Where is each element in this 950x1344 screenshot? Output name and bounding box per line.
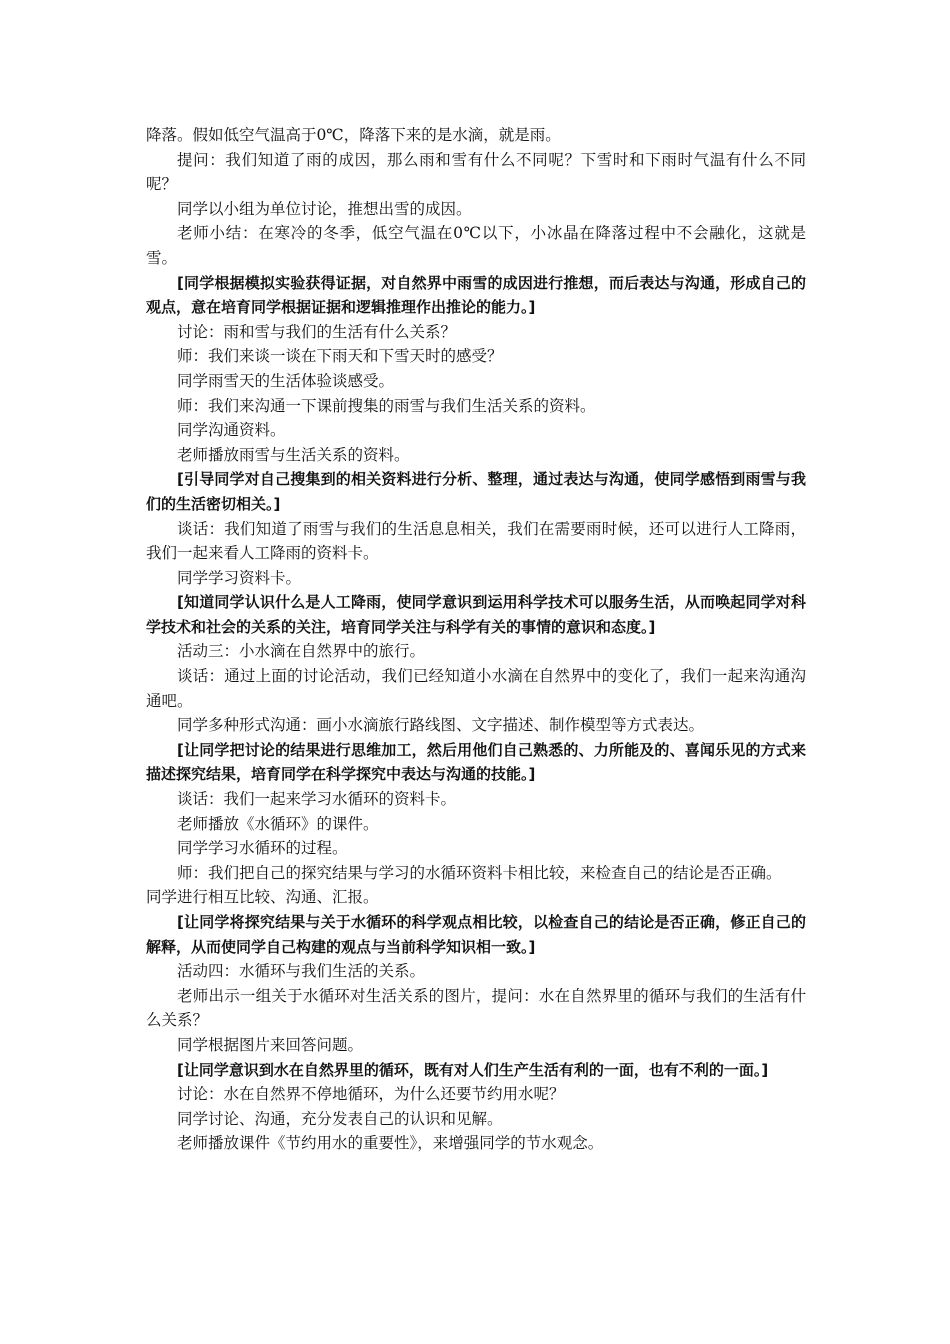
paragraph: 谈话：通过上面的讨论活动，我们已经知道小水滴在自然界中的变化了，我们一起来沟通沟通吧。 bbox=[146, 667, 806, 710]
design-note: [知道同学认识什么是人工降雨，使同学意识到运用科学技术可以服务生活，从而唤起同学对科学技术和社会的关系的关注，培育同学关注与科学有关的事情的意识和态度。] bbox=[146, 593, 806, 636]
design-note: [让同学意识到水在自然界里的循环，既有对人们生产生活有利的一面，也有不利的一面。] bbox=[177, 1060, 769, 1079]
document-body bbox=[146, 123, 806, 1156]
paragraph: 同学多种形式沟通：画小水滴旅行路线图、文字描述、制作模型等方式表达。 bbox=[177, 716, 705, 735]
paragraph: 同学学习水循环的过程。 bbox=[177, 839, 348, 858]
paragraph: 老师播放雨雪与生活关系的资料。 bbox=[177, 445, 410, 464]
activity-heading: 活动三：小水滴在自然界中的旅行。 bbox=[177, 642, 426, 661]
paragraph: 同学沟通资料。 bbox=[177, 421, 286, 440]
design-note: [让同学把讨论的结果进行思维加工，然后用他们自己熟悉的、力所能及的、喜闻乐见的方式来描述探究结果，培育同学在科学探究中表达与沟通的技能。] bbox=[146, 740, 806, 784]
paragraph: 讨论：雨和雪与我们的生活有什么关系？ bbox=[177, 322, 457, 341]
design-note: [让同学将探究结果与关于水循环的科学观点相比较，以检查自己的结论是否正确，修正自己的解释，从而使同学自己构建的观点与当前科学知识相一致。] bbox=[146, 913, 806, 956]
paragraph: 谈话：我们一起来学习水循环的资料卡。 bbox=[177, 790, 457, 809]
paragraph: 谈话：我们知道了雨雪与我们的生活息息相关，我们在需要雨时候，还可以进行人工降雨，我们一起来看人工降雨的资料卡。 bbox=[146, 519, 806, 563]
paragraph: 师：我们把自己的探究结果与学习的水循环资料卡相比较，来检查自己的结论是否正确。 bbox=[177, 863, 782, 882]
paragraph: 老师出示一组关于水循环对生活关系的图片，提问：水在自然界里的循环与我们的生活有什么关系？ bbox=[146, 986, 806, 1030]
paragraph: 同学学习资料卡。 bbox=[177, 568, 302, 587]
design-note: [同学根据模拟实验获得证据，对自然界中雨雪的成因进行推想，而后表达与沟通，形成自己的观点，意在培育同学根据证据和逻辑推理作出推论的能力。] bbox=[146, 273, 806, 317]
activity-heading: 活动四：水循环与我们生活的关系。 bbox=[177, 962, 426, 981]
paragraph: 同学根据图片来回答问题。 bbox=[177, 1035, 364, 1054]
paragraph: 同学雨雪天的生活体验谈感受。 bbox=[177, 371, 395, 390]
paragraph: 讨论：水在自然界不停地循环，为什么还要节约用水呢？ bbox=[177, 1085, 565, 1104]
paragraph: 老师小结：在寒冷的冬季，低空气温在0℃以下，小冰晶在降落过程中不会融化，这就是雪。 bbox=[146, 224, 806, 267]
paragraph: 同学以小组为单位讨论，推想出雪的成因。 bbox=[177, 199, 472, 218]
paragraph: 同学进行相互比较、沟通、汇报。 bbox=[146, 888, 379, 907]
paragraph: 降落。假如低空气温高于0℃，降落下来的是水滴，就是雨。 bbox=[146, 126, 561, 144]
paragraph: 提问：我们知道了雨的成因，那么雨和雪有什么不同呢？下雪时和下雨时气温有什么不同呢？ bbox=[146, 150, 806, 194]
paragraph: 同学讨论、沟通，充分发表自己的认识和见解。 bbox=[177, 1109, 503, 1128]
paragraph: 师：我们来谈一谈在下雨天和下雪天时的感受？ bbox=[177, 347, 503, 366]
paragraph: 老师播放《水循环》的课件。 bbox=[177, 814, 379, 833]
paragraph: 师：我们来沟通一下课前搜集的雨雪与我们生活关系的资料。 bbox=[177, 396, 596, 415]
paragraph: 老师播放课件《节约用水的重要性》，来增强同学的节水观念。 bbox=[177, 1134, 604, 1153]
design-note: [引导同学对自己搜集到的相关资料进行分析、整理，通过表达与沟通，使同学感悟到雨雪与我们的生活密切相关。] bbox=[146, 470, 806, 513]
